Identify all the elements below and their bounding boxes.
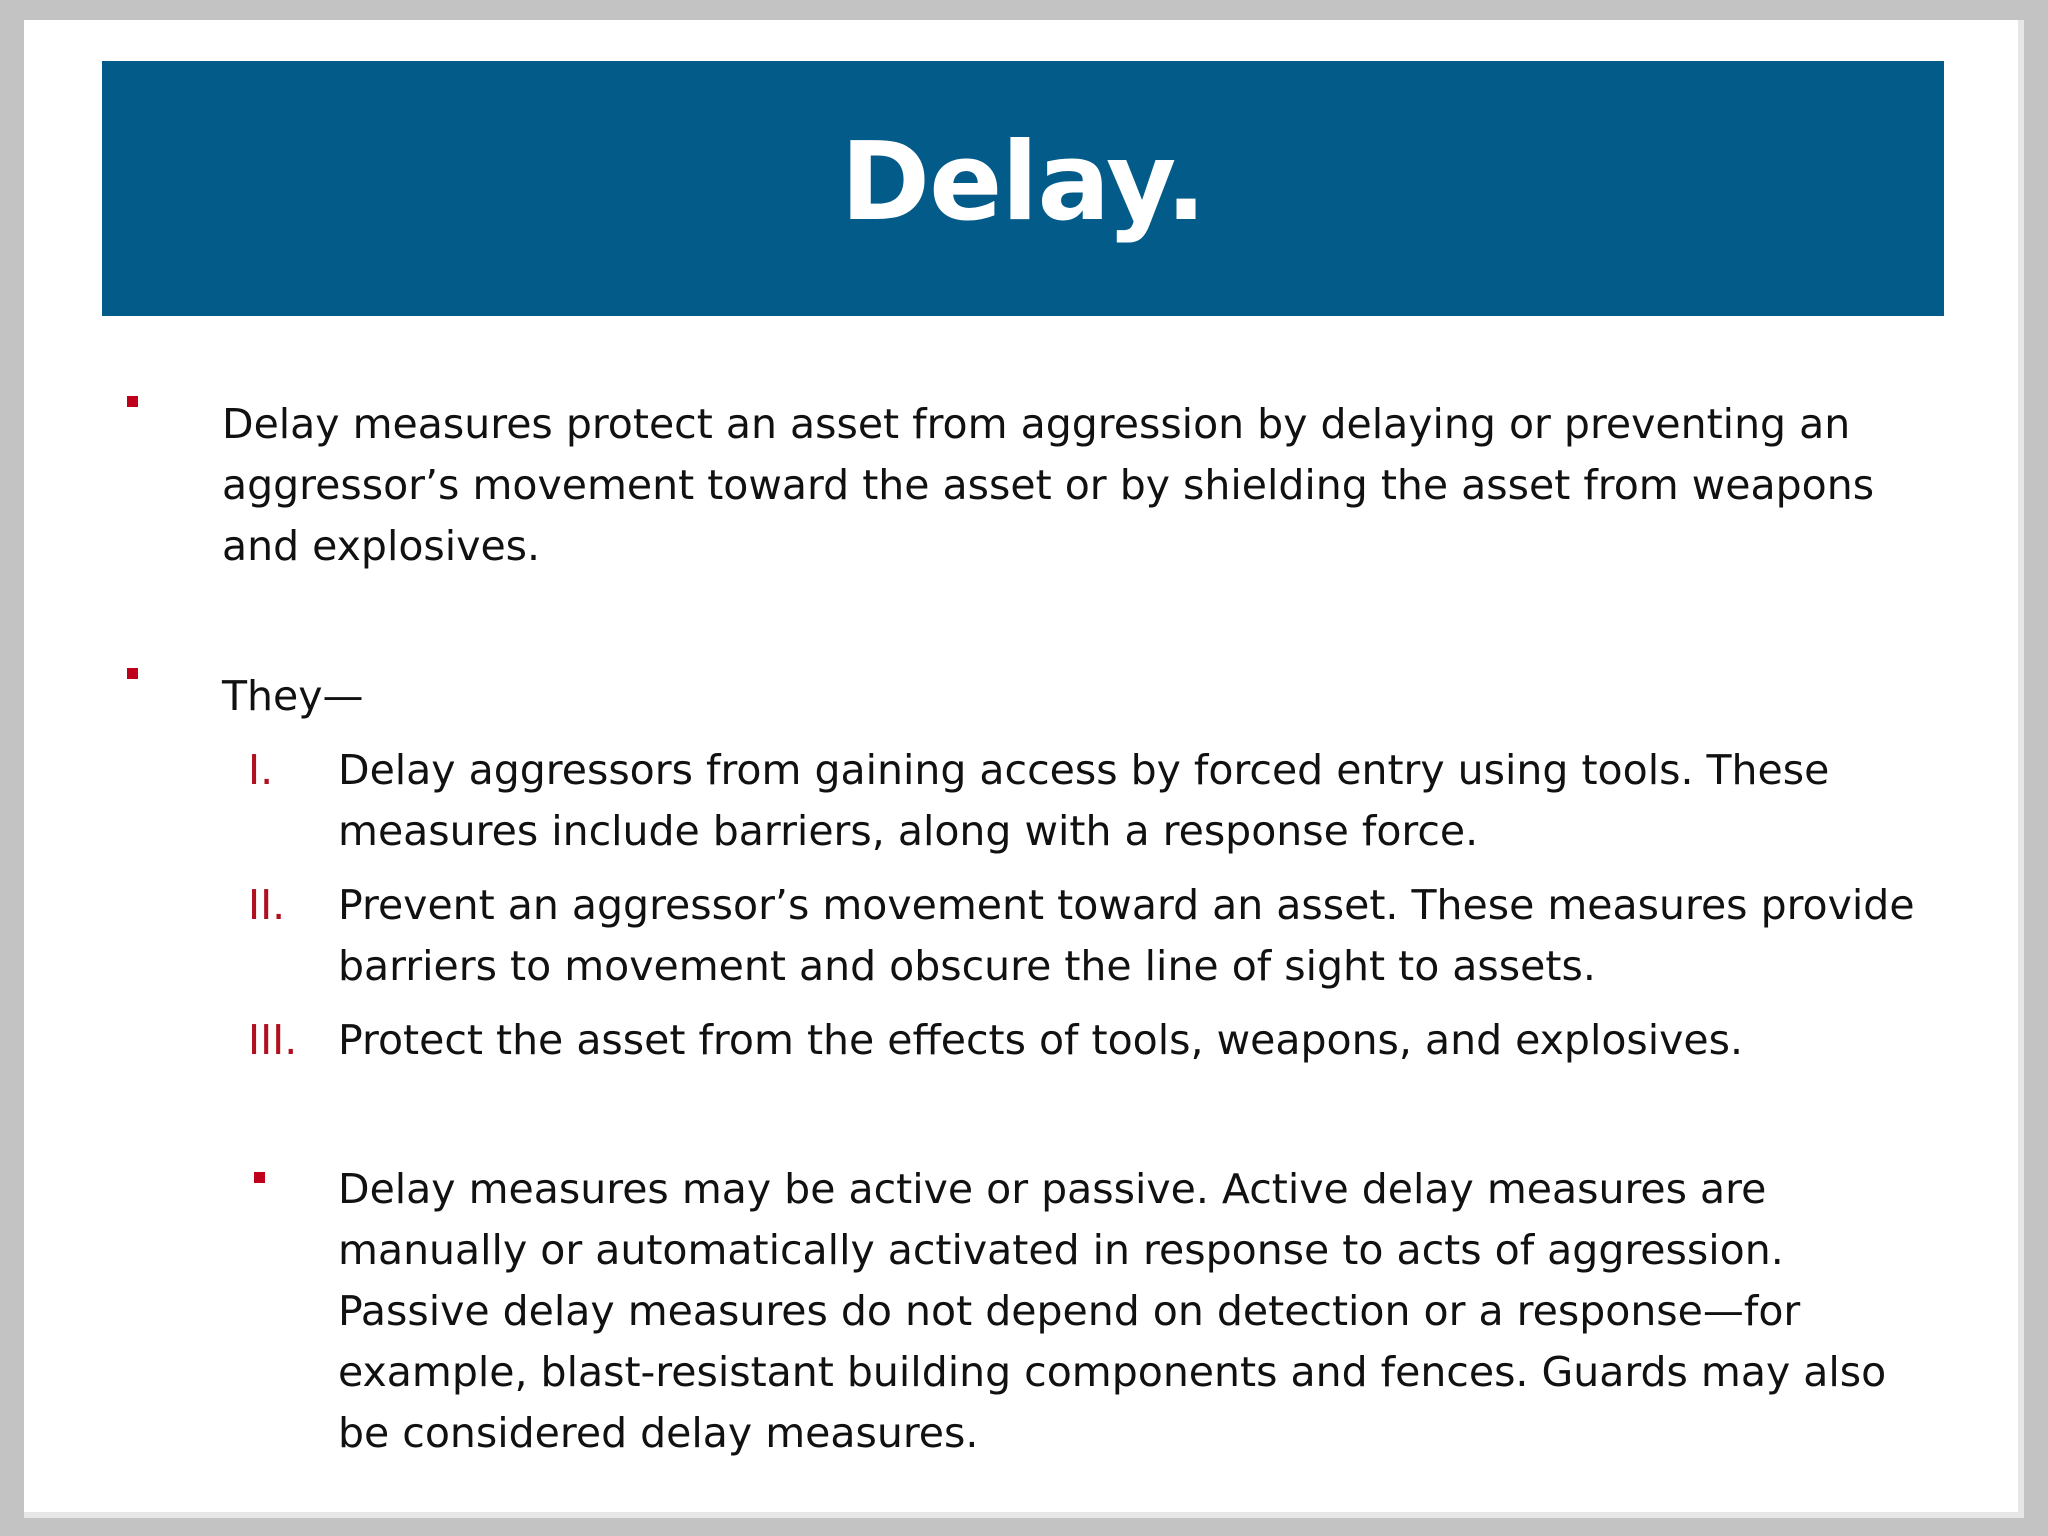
- slide-title: Delay.: [840, 119, 1206, 245]
- bullet-1-text: Delay measures protect an asset from aggression by delaying or preventing an aggressor’s movement toward the asset or by shielding the asset from weapons and explosives.: [222, 400, 1875, 570]
- slide-content: [24, 20, 2018, 1512]
- numeral-1: I.: [248, 746, 274, 794]
- sub-bullet-text: Delay measures may be active or passive. Active delay measures are manually or automatically activated in response to acts of aggression. Passive delay measures do not depend on detection or a response—for example, blast-resistant building components and fences. Guards may also be considered delay measures.: [338, 1165, 1887, 1457]
- numeral-3: III.: [248, 1016, 298, 1064]
- bullet-2-text: They—: [222, 672, 364, 720]
- sub-bullet-marker: [254, 1172, 265, 1183]
- numeral-2: II.: [248, 881, 286, 929]
- numbered-item-2-text: Prevent an aggressor’s movement toward an asset. These measures provide barriers to movement and obscure the line of sight to assets.: [338, 881, 1915, 990]
- bullet-marker-1: [127, 396, 138, 407]
- numbered-item-3-text: Protect the asset from the effects of tools, weapons, and explosives.: [338, 1016, 1744, 1064]
- bullet-marker-2: [127, 668, 138, 679]
- numbered-item-1-text: Delay aggressors from gaining access by forced entry using tools. These measures include barriers, along with a response force.: [338, 746, 1830, 855]
- slide: [24, 20, 2024, 1518]
